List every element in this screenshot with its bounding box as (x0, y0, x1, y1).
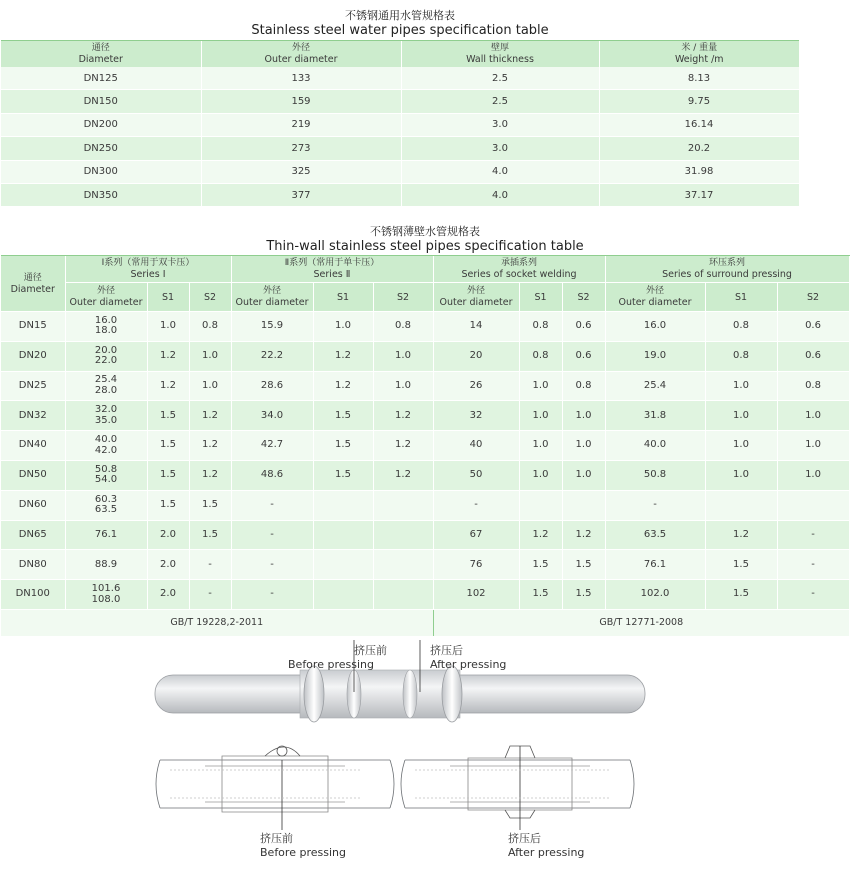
table-cell: 37.17 (599, 183, 799, 206)
table-cell: DN150 (1, 90, 201, 113)
subheader-s1: S1 (147, 283, 189, 312)
table-cell: 1.5 (313, 460, 373, 490)
table-cell: 25.4 (605, 371, 705, 401)
table-cell: 1.0 (777, 460, 849, 490)
table-cell: DN250 (1, 137, 201, 160)
table-row (1, 401, 849, 431)
table-cell: 1.5 (519, 550, 562, 580)
table-cell (373, 520, 433, 550)
table-cell: - (777, 580, 849, 610)
table-cell: DN300 (1, 160, 201, 183)
subheader-s2: S2 (777, 283, 849, 312)
table-cell: 1.0 (705, 431, 777, 461)
table-cell: 42.7 (231, 431, 313, 461)
table-cell: 1.0 (519, 460, 562, 490)
table-cell: 1.5 (189, 520, 231, 550)
table-cell: - (189, 580, 231, 610)
table-cell: 0.8 (519, 341, 562, 371)
table-cell: 40.0 42.0 (65, 431, 147, 461)
table-cell: 1.5 (562, 580, 605, 610)
group-surround-pressing: 环压系列 Series of surround pressing (605, 256, 849, 283)
table-cell: 1.0 (519, 431, 562, 461)
table-cell: 4.0 (401, 160, 599, 183)
subheader-outer-diameter: 外径 Outer diameter (605, 283, 705, 312)
table-cell: 0.8 (705, 312, 777, 342)
row-diameter: DN32 (1, 401, 65, 431)
table-cell: 28.6 (231, 371, 313, 401)
table-cell: 1.5 (313, 401, 373, 431)
table-cell: 19.0 (605, 341, 705, 371)
row-diameter: DN40 (1, 431, 65, 461)
table-row (1, 520, 849, 550)
table-cell: 88.9 (65, 550, 147, 580)
table-cell (519, 490, 562, 520)
table-cell: 32.0 35.0 (65, 401, 147, 431)
table-cell: 1.0 (777, 401, 849, 431)
row-diameter: DN60 (1, 490, 65, 520)
table1-body (1, 67, 799, 207)
water-pipe-spec-table (1, 6, 800, 207)
table2-subheader-row (1, 283, 849, 312)
top-pipe (155, 640, 645, 722)
bottom-left-section (156, 746, 394, 830)
table-cell: 1.2 (313, 371, 373, 401)
table-cell: 1.2 (373, 460, 433, 490)
table2-title-en: Thin-wall stainless steel pipes specification table (266, 238, 584, 254)
header-diameter: 通径 Diameter (1, 41, 201, 68)
table-cell: 14 (433, 312, 519, 342)
table-cell: 0.6 (562, 341, 605, 371)
table-cell: 16.0 (605, 312, 705, 342)
table-cell: 3.0 (401, 113, 599, 136)
table-cell: - (189, 550, 231, 580)
subheader-s2: S2 (189, 283, 231, 312)
table-cell: 101.6 108.0 (65, 580, 147, 610)
table-cell: 1.2 (189, 460, 231, 490)
table-cell: 1.2 (519, 520, 562, 550)
table1-title-en: Stainless steel water pipes specification table (251, 22, 549, 38)
table-row (1, 113, 799, 136)
pipe-diagram (0, 620, 800, 875)
table-cell: 1.0 (373, 371, 433, 401)
label-bottom-after: 挤压后 After pressing (508, 832, 585, 859)
table-cell: 76 (433, 550, 519, 580)
table-cell: 50 (433, 460, 519, 490)
table-cell: 2.5 (401, 90, 599, 113)
table-cell: 1.5 (705, 580, 777, 610)
table-row (1, 371, 849, 401)
table-cell: DN200 (1, 113, 201, 136)
table-cell (562, 490, 605, 520)
table-cell: 133 (201, 67, 401, 90)
table1-title (1, 6, 799, 41)
group-socket-welding: 承插系列 Series of socket welding (433, 256, 605, 283)
table-row (1, 183, 799, 206)
table2-title (1, 223, 849, 256)
row-diameter: DN50 (1, 460, 65, 490)
table-row (1, 431, 849, 461)
table-cell: 1.2 (373, 431, 433, 461)
table-cell: 1.2 (562, 520, 605, 550)
group-series-1: Ⅰ系列（常用于双卡压） Series Ⅰ (65, 256, 231, 283)
table-cell (313, 520, 373, 550)
subheader-s2: S2 (562, 283, 605, 312)
table-cell: 0.6 (777, 312, 849, 342)
table-cell: 34.0 (231, 401, 313, 431)
table-cell: 1.2 (189, 431, 231, 461)
table-cell: 219 (201, 113, 401, 136)
table-cell: - (231, 580, 313, 610)
table-cell: 32 (433, 401, 519, 431)
table-cell (705, 490, 777, 520)
table-cell: 1.0 (519, 401, 562, 431)
table-cell: 1.0 (373, 341, 433, 371)
table-cell: 1.2 (147, 341, 189, 371)
table-cell: 40 (433, 431, 519, 461)
table-cell: - (433, 490, 519, 520)
bottom-right-section (401, 746, 634, 830)
table-cell: 1.5 (147, 431, 189, 461)
header-weight: 米 / 重量 Weight /m (599, 41, 799, 68)
table-cell: 1.5 (313, 431, 373, 461)
row-diameter: DN100 (1, 580, 65, 610)
row-diameter: DN25 (1, 371, 65, 401)
table-cell (313, 550, 373, 580)
table-cell: 1.0 (705, 371, 777, 401)
table-cell: 63.5 (605, 520, 705, 550)
row-diameter: DN80 (1, 550, 65, 580)
table-cell: 20.2 (599, 137, 799, 160)
table-cell: - (605, 490, 705, 520)
table-cell: 1.5 (147, 460, 189, 490)
table-cell: 8.13 (599, 67, 799, 90)
standard-left: GB/T 19228,2-2011 (1, 609, 433, 636)
table-cell: 76.1 (65, 520, 147, 550)
table-cell: 1.0 (562, 460, 605, 490)
table-cell: 76.1 (605, 550, 705, 580)
table-cell: 16.14 (599, 113, 799, 136)
table-cell: 15.9 (231, 312, 313, 342)
table-row (1, 160, 799, 183)
subheader-outer-diameter: 外径 Outer diameter (433, 283, 519, 312)
table-cell: 0.8 (373, 312, 433, 342)
table-cell: 9.75 (599, 90, 799, 113)
table-cell: 1.5 (147, 490, 189, 520)
table-cell: - (231, 490, 313, 520)
label-bottom-before: 挤压前 Before pressing (260, 832, 346, 859)
table-cell: 31.98 (599, 160, 799, 183)
table-cell: 60.3 63.5 (65, 490, 147, 520)
table-cell: 1.0 (147, 312, 189, 342)
table2-body (1, 312, 849, 610)
table-cell: 0.6 (562, 312, 605, 342)
table-cell (777, 490, 849, 520)
table-cell: 2.5 (401, 67, 599, 90)
label-top-before: 挤压前 Before pressing (288, 644, 387, 671)
standard-right: GB/T 12771-2008 (433, 609, 849, 636)
table-cell: 40.0 (605, 431, 705, 461)
table-row (1, 67, 799, 90)
header-diameter: 通径 Diameter (1, 256, 65, 312)
table-cell: 3.0 (401, 137, 599, 160)
table-cell: 2.0 (147, 550, 189, 580)
table-cell (373, 490, 433, 520)
table-cell: 325 (201, 160, 401, 183)
table-row (1, 312, 849, 342)
table-cell: 1.5 (519, 580, 562, 610)
subheader-outer-diameter: 外径 Outer diameter (231, 283, 313, 312)
table-cell: 67 (433, 520, 519, 550)
table-cell: 1.2 (705, 520, 777, 550)
thin-wall-pipe-spec-table (1, 223, 850, 636)
table-cell: 273 (201, 137, 401, 160)
table-cell: 0.8 (519, 312, 562, 342)
table-cell: 50.8 54.0 (65, 460, 147, 490)
table-cell: 159 (201, 90, 401, 113)
table-cell: - (777, 550, 849, 580)
table-cell: 377 (201, 183, 401, 206)
table-cell: 1.0 (313, 312, 373, 342)
table-cell (373, 580, 433, 610)
table-cell: 1.0 (189, 341, 231, 371)
subheader-s1: S1 (313, 283, 373, 312)
label-top-after: 挤压后 After pressing (430, 644, 507, 671)
table-cell: 1.0 (562, 401, 605, 431)
table-cell: 1.0 (705, 401, 777, 431)
table-cell: 0.8 (189, 312, 231, 342)
table-cell: 1.2 (189, 401, 231, 431)
table2-title-zh: 不锈钢薄壁水管规格表 (370, 224, 481, 238)
table-cell: 1.0 (519, 371, 562, 401)
table-row (1, 90, 799, 113)
table-cell: 102.0 (605, 580, 705, 610)
table-cell: - (231, 520, 313, 550)
table-cell (313, 490, 373, 520)
row-diameter: DN15 (1, 312, 65, 342)
table-cell: 1.2 (313, 341, 373, 371)
table-cell: 1.2 (373, 401, 433, 431)
subheader-s1: S1 (519, 283, 562, 312)
table-cell: 0.6 (777, 341, 849, 371)
row-diameter: DN20 (1, 341, 65, 371)
table-row (1, 550, 849, 580)
table-cell: 102 (433, 580, 519, 610)
table-cell: 48.6 (231, 460, 313, 490)
table-cell: 1.0 (777, 431, 849, 461)
table-cell: 1.5 (705, 550, 777, 580)
table-cell: 2.0 (147, 520, 189, 550)
table1-title-zh: 不锈钢通用水管规格表 (345, 8, 455, 22)
table-cell: 1.0 (562, 431, 605, 461)
table-cell: 4.0 (401, 183, 599, 206)
table-cell: 50.8 (605, 460, 705, 490)
pressing-illustration (0, 620, 800, 875)
table-cell: - (777, 520, 849, 550)
row-diameter: DN65 (1, 520, 65, 550)
subheader-s2: S2 (373, 283, 433, 312)
table-cell: 26 (433, 371, 519, 401)
table-cell: 1.2 (147, 371, 189, 401)
table-cell: 1.0 (705, 460, 777, 490)
subheader-s1: S1 (705, 283, 777, 312)
table-cell: DN125 (1, 67, 201, 90)
table-row (1, 460, 849, 490)
table-cell (373, 550, 433, 580)
table-cell: - (231, 550, 313, 580)
table-cell: 25.4 28.0 (65, 371, 147, 401)
table-cell: 1.0 (189, 371, 231, 401)
table-cell (313, 580, 373, 610)
table-cell: 16.0 18.0 (65, 312, 147, 342)
table-cell: 0.8 (705, 341, 777, 371)
table-cell: 0.8 (777, 371, 849, 401)
table-row (1, 490, 849, 520)
table-cell: 31.8 (605, 401, 705, 431)
table-cell: 2.0 (147, 580, 189, 610)
table-cell: 0.8 (562, 371, 605, 401)
table-cell: 1.5 (562, 550, 605, 580)
table-cell: 1.5 (189, 490, 231, 520)
table-row (1, 137, 799, 160)
table-cell: 1.5 (147, 401, 189, 431)
header-wall-thickness: 壁厚 Wall thickness (401, 41, 599, 68)
table-cell: 22.2 (231, 341, 313, 371)
header-outer-diameter: 外径 Outer diameter (201, 41, 401, 68)
table-cell: DN350 (1, 183, 201, 206)
group-series-2: Ⅱ系列（常用于单卡压） Series Ⅱ (231, 256, 433, 283)
table-cell: 20 (433, 341, 519, 371)
subheader-outer-diameter: 外径 Outer diameter (65, 283, 147, 312)
table-row (1, 341, 849, 371)
table-cell: 20.0 22.0 (65, 341, 147, 371)
table-row (1, 580, 849, 610)
